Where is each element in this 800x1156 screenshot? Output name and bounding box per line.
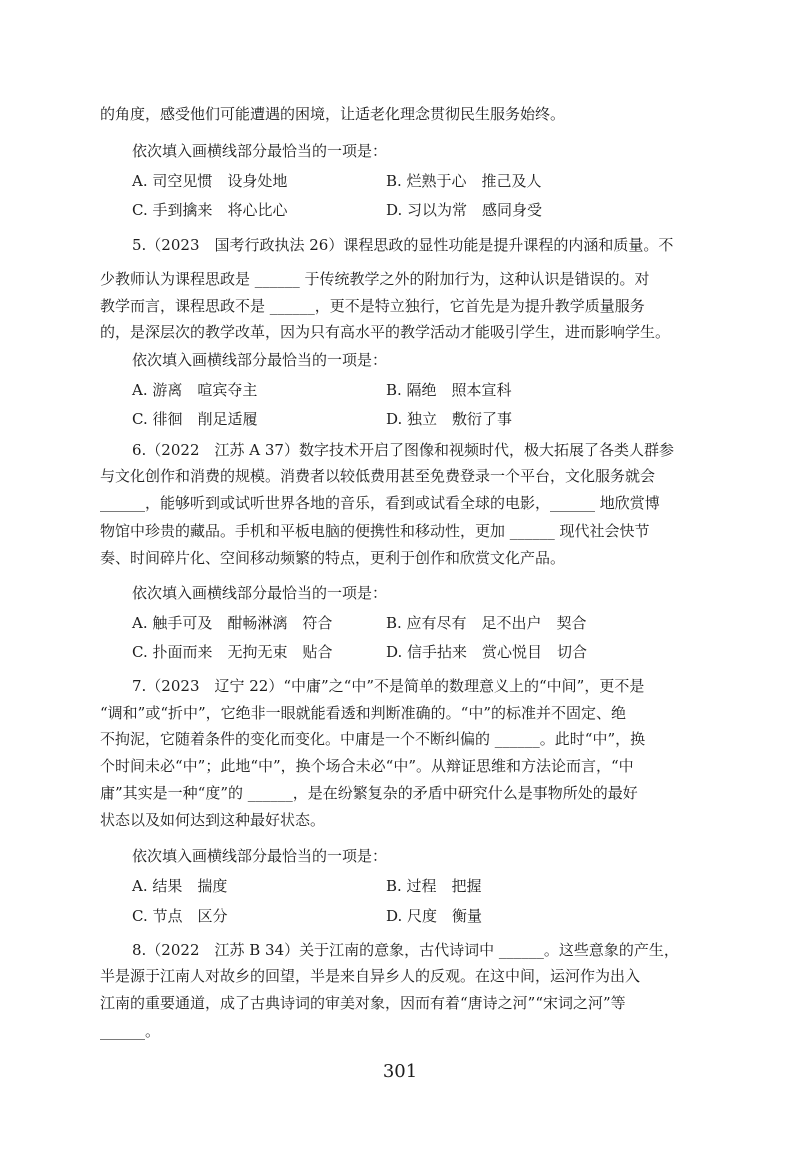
text-line: 6.（2022 江苏 A 37）数字技术开启了图像和视频时代，极大拓展了各类人群参 <box>132 441 674 459</box>
answer-option: B. 烂熟于心 推己及人 <box>386 172 542 190</box>
page-number: 301 <box>382 1061 418 1082</box>
answer-option: D. 尺度 衡量 <box>386 907 483 925</box>
answer-option: A. 结果 揣度 <box>132 877 228 895</box>
answer-option: A. 触手可及 酣畅淋漓 符合 <box>132 614 333 632</box>
answer-option: C. 手到擒来 将心比心 <box>132 201 288 219</box>
text-line: 少教师认为课程思政是 ______ 于传统教学之外的附加行为，这种认识是错误的。对 <box>100 270 650 288</box>
text-line: 5.（2023 国考行政执法 26）课程思政的显性功能是提升课程的内涵和质量。不 <box>132 236 674 254</box>
text-line: 与文化创作和消费的规模。消费者以较低费用甚至免费登录一个平台，文化服务就会 <box>100 467 656 485</box>
answer-option: C. 扑面而来 无拘无束 贴合 <box>132 643 333 661</box>
text-line: 依次填入画横线部分最恰当的一项是： <box>132 142 388 160</box>
text-line: 7.（2023 辽宁 22）“中庸”之“中”不是简单的数理意义上的“中间”，更不是 <box>132 677 645 695</box>
text-line: 教学而言，课程思政不是 ______，更不是特立独行，它首先是为提升教学质量服务 <box>100 297 645 315</box>
text-line: “调和”或“折中”，它绝非一眼就能看透和判断准确的。“中”的标准并不固定、绝 <box>100 704 627 722</box>
text-line: 依次填入画横线部分最恰当的一项是： <box>132 351 388 369</box>
text-line: 奏、时间碎片化、空间移动频繁的特点，更利于创作和欣赏文化产品。 <box>100 549 566 567</box>
text-line: 半是源于江南人对故乡的回望，半是来自异乡人的反观。在这中间，运河作为出入 <box>100 967 641 985</box>
text-line: 庸”其实是一种“度”的 ______，是在纷繁复杂的矛盾中研究什么是事物所处的最好 <box>100 784 638 802</box>
answer-option: B. 隔绝 照本宣科 <box>386 381 512 399</box>
text-line: 江南的重要通道，成了古典诗词的审美对象，因而有着“唐诗之河”“宋词之河”等 <box>100 994 626 1012</box>
text-line: ______，能够听到或试听世界各地的音乐，看到或试看全球的电影，______ 地欣赏博 <box>100 494 660 512</box>
text-line: 依次填入画横线部分最恰当的一项是： <box>132 847 388 865</box>
answer-option: D. 独立 敷衍了事 <box>386 410 513 428</box>
answer-option: A. 游离 喧宾夺主 <box>132 381 258 399</box>
answer-option: C. 徘徊 削足适履 <box>132 410 258 428</box>
text-line: 物馆中珍贵的藏品。手机和平板电脑的便携性和移动性，更加 ______ 现代社会快节 <box>100 522 650 540</box>
answer-option: A. 司空见惯 设身处地 <box>132 172 288 190</box>
text-line: 8.（2022 江苏 B 34）关于江南的意象，古代诗词中 ______。这些意象的产生， <box>132 941 679 959</box>
answer-option: D. 信手拈来 赏心悦目 切合 <box>386 643 588 661</box>
text-line: 不拘泥，它随着条件的变化而变化。中庸是一个不断纠偏的 ______。此时“中”，换 <box>100 730 646 748</box>
text-line: 个时间未必“中”；此地“中”，换个场合未必“中”。从辩证思维和方法论而言，“中 <box>100 757 634 775</box>
text-line: 状态以及如何达到这种最好状态。 <box>100 811 326 829</box>
answer-option: D. 习以为常 感同身受 <box>386 201 543 219</box>
answer-option: C. 节点 区分 <box>132 907 228 925</box>
answer-option: B. 应有尽有 足不出户 契合 <box>386 614 587 632</box>
text-line: 依次填入画横线部分最恰当的一项是： <box>132 584 388 602</box>
text-line: 的角度，感受他们可能遭遇的困境，让适老化理念贯彻民生服务始终。 <box>100 105 566 123</box>
text-line: ______。 <box>100 1022 161 1040</box>
text-line: 的，是深层次的教学改革，因为只有高水平的教学活动才能吸引学生，进而影响学生。 <box>100 323 671 341</box>
answer-option: B. 过程 把握 <box>386 877 482 895</box>
